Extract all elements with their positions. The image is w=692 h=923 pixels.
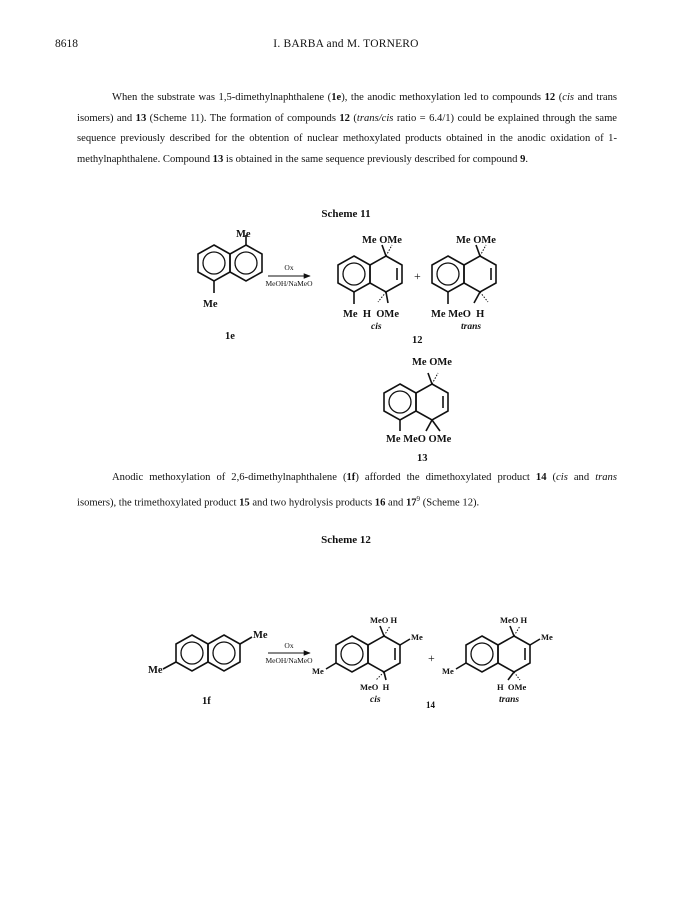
- naphthalene-1f-structure: [163, 635, 252, 671]
- reagent-conditions: MeOH/NaMeO: [265, 279, 313, 288]
- compound-ref: 12: [339, 112, 350, 124]
- compound-13-structure: [384, 373, 448, 431]
- text-run: ), the anodic methoxylation led to compounds: [341, 92, 545, 103]
- isomer-label-cis: cis: [370, 695, 381, 705]
- substituent-label: Me MeO OMe: [386, 434, 452, 445]
- reagent-ox: Ox: [284, 263, 294, 272]
- substituent-label: Me H OMe: [343, 309, 399, 320]
- text-run: and: [385, 497, 406, 509]
- paragraph-1-text: [77, 88, 617, 170]
- isomer-label-trans: trans: [461, 322, 482, 332]
- compound-label-12: 12: [412, 335, 423, 346]
- reagent-conditions: MeOH/NaMeO: [265, 656, 313, 665]
- text-run: ratio = 6.4/1) could be explained through the same sequence previously described for the obtention of nuclear methoxylated products obtained in the anodic oxidation of 1-methylnaphthalene. Compound: [77, 112, 618, 165]
- compound-ref: 9: [520, 153, 526, 165]
- compound-label-1e: 1e: [225, 331, 235, 342]
- substituent-label: Me OMe: [362, 235, 402, 246]
- compound-label-13: 13: [417, 453, 428, 464]
- substituent-label: Me OMe: [412, 357, 452, 368]
- isomer-label-cis: cis: [371, 322, 382, 332]
- text-run: and two hydrolysis products: [249, 497, 375, 509]
- text-run: .: [525, 153, 529, 165]
- scheme-11-diagram: [0, 225, 692, 465]
- substituent-label: Me OMe: [456, 235, 496, 246]
- text-run: (: [555, 92, 563, 103]
- running-header-authors: I. BARBA and M. TORNERO: [273, 38, 419, 50]
- text-run: Anodic methoxylation of 2,6-dimethylnaphthalene (: [112, 472, 347, 483]
- text-run: When the substrate was 1,5-dimethylnaphthalene (: [112, 92, 332, 103]
- compound-ref: 13: [212, 153, 224, 165]
- cis-14-structure: [326, 626, 410, 680]
- me-label: Me: [411, 632, 423, 642]
- italic-term: cis: [562, 92, 575, 103]
- naphthalene-1e-structure: [198, 235, 262, 293]
- reagent-ox: Ox: [284, 641, 294, 650]
- italic-term: trans/cis: [356, 112, 394, 124]
- compound-ref: 13: [135, 112, 147, 124]
- compound-ref: 1e: [331, 92, 342, 103]
- scheme-12-title: Scheme 12: [321, 534, 371, 546]
- compound-ref: 1f: [346, 472, 356, 483]
- trans-12-structure: [432, 245, 496, 304]
- italic-term: trans: [595, 472, 617, 483]
- compound-label-1f: 1f: [202, 696, 211, 707]
- substituent-label: H OMe: [497, 682, 527, 692]
- text-run: and: [567, 472, 596, 483]
- text-run: and trans isomers) and: [77, 92, 617, 124]
- plus-sign: +: [414, 269, 421, 283]
- text-run: (Scheme 12).: [420, 497, 480, 509]
- substituent-label: MeO H: [500, 615, 528, 625]
- text-run: ) afforded the dimethoxylated product: [355, 472, 536, 483]
- paragraph-2: [77, 468, 617, 514]
- text-run: (: [546, 472, 557, 483]
- me-label: Me: [236, 229, 251, 240]
- text-run: isomers), the trimethoxylated product: [77, 497, 240, 509]
- compound-ref: 17: [405, 497, 417, 509]
- scheme-12-diagram: [0, 600, 692, 710]
- me-label: Me: [541, 632, 553, 642]
- scheme-11-title: Scheme 11: [321, 208, 371, 220]
- trans-14-structure: [456, 626, 540, 680]
- compound-label-14: 14: [426, 700, 435, 710]
- compound-ref: 14: [535, 472, 547, 483]
- cis-12-structure: [338, 245, 402, 304]
- substituent-label: MeO H: [360, 682, 390, 692]
- italic-term: cis: [556, 472, 568, 483]
- me-label: Me: [148, 665, 163, 676]
- isomer-label-trans: trans: [499, 695, 520, 705]
- paragraph-1: [77, 88, 617, 170]
- compound-ref: 16: [374, 497, 386, 509]
- page-number: 8618: [55, 38, 78, 50]
- text-run: (Scheme 11). The formation of compounds: [146, 112, 340, 124]
- compound-ref: 15: [239, 497, 250, 509]
- me-label: Me: [203, 299, 218, 310]
- compound-ref: 12: [544, 92, 556, 103]
- me-label: Me: [442, 666, 454, 676]
- plus-sign: +: [428, 651, 435, 665]
- text-run: (: [349, 112, 357, 124]
- substituent-label: Me MeO H: [431, 309, 485, 320]
- paragraph-2-text: [77, 468, 617, 514]
- reference-superscript: 9: [416, 494, 421, 503]
- me-label: Me: [312, 666, 324, 676]
- substituent-label: MeO H: [370, 615, 398, 625]
- text-run: is obtained in the same sequence previously described for compound: [223, 153, 521, 165]
- me-label: Me: [253, 630, 268, 641]
